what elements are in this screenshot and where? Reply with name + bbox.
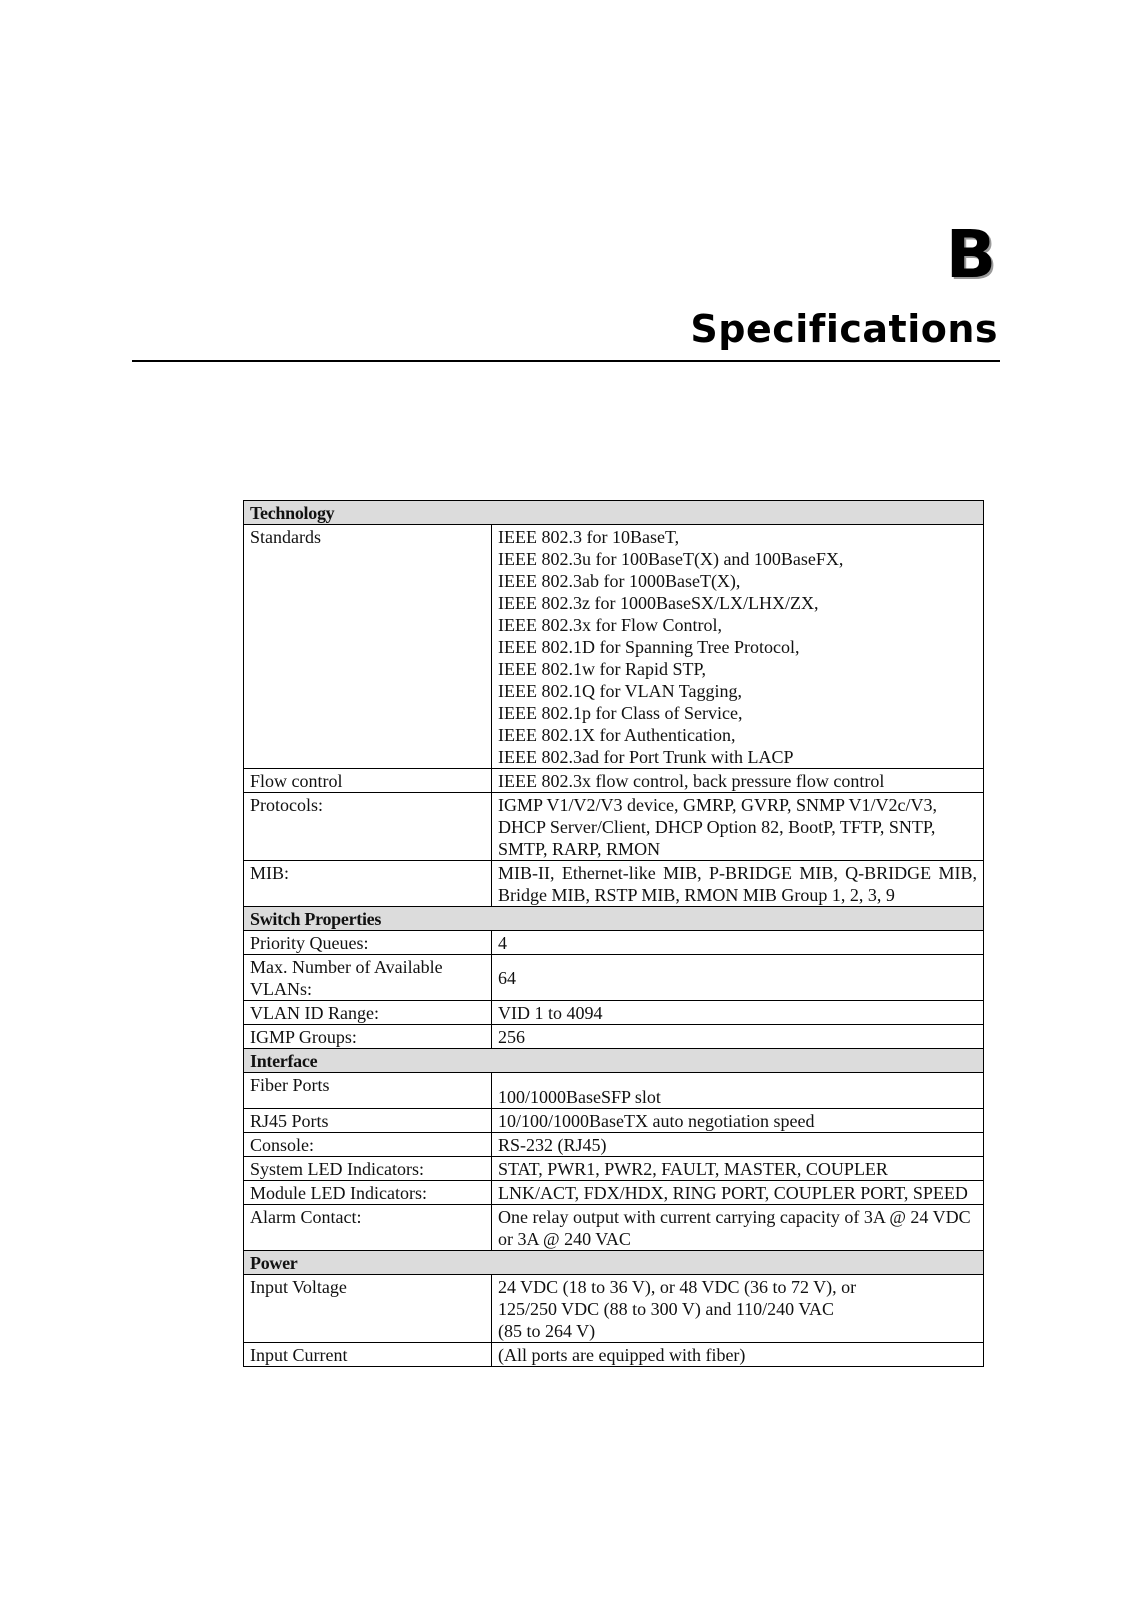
section-header-switch-properties xyxy=(244,907,984,931)
standard-line: IEEE 802.1X for Authentication, xyxy=(498,725,736,745)
spec-row-flow-control xyxy=(244,769,984,793)
spec-value xyxy=(492,1275,984,1343)
spec-row-rj45-ports xyxy=(244,1109,984,1133)
spec-row-protocols xyxy=(244,793,984,861)
spec-label: Input Voltage xyxy=(244,1275,492,1343)
spec-row-priority-queues xyxy=(244,931,984,955)
standard-line: IEEE 802.3z for 1000BaseSX/LX/LHX/ZX, xyxy=(498,593,819,613)
standard-line: IEEE 802.1p for Class of Service, xyxy=(498,703,743,723)
spec-label: Alarm Contact: xyxy=(244,1205,492,1251)
standard-line: IEEE 802.3ab for 1000BaseT(X), xyxy=(498,571,741,591)
chapter-title: Specifications xyxy=(690,307,998,351)
spec-label: System LED Indicators: xyxy=(244,1157,492,1181)
standard-line: IEEE 802.1D for Spanning Tree Protocol, xyxy=(498,637,800,657)
spec-label: Input Current xyxy=(244,1343,492,1367)
spec-label: VLAN ID Range: xyxy=(244,1001,492,1025)
spec-row-mib xyxy=(244,861,984,907)
spec-row-console xyxy=(244,1133,984,1157)
spec-value: MIB-II, Ethernet-like MIB, P-BRIDGE MIB, Q-BRIDGE MIB, Bridge MIB, RSTP MIB, RMON MIB Group 1, 2, 3, 9 xyxy=(492,861,984,907)
spec-row-input-voltage xyxy=(244,1275,984,1343)
spec-row-input-current xyxy=(244,1343,984,1367)
spec-value: 4 xyxy=(492,931,984,955)
spec-row-vlan-id-range xyxy=(244,1001,984,1025)
spec-value: LNK/ACT, FDX/HDX, RING PORT, COUPLER PORT, SPEED xyxy=(492,1181,984,1205)
standard-line: IEEE 802.3ad for Port Trunk with LACP xyxy=(498,747,794,767)
spec-row-system-led xyxy=(244,1157,984,1181)
spec-value: VID 1 to 4094 xyxy=(492,1001,984,1025)
spec-row-standards xyxy=(244,525,984,769)
spec-label: Max. Number of Available VLANs: xyxy=(244,955,492,1001)
spec-row-igmp-groups xyxy=(244,1025,984,1049)
section-header-interface xyxy=(244,1049,984,1073)
spec-value: 10/100/1000BaseTX auto negotiation speed xyxy=(492,1109,984,1133)
spec-row-alarm-contact xyxy=(244,1205,984,1251)
spec-label: Flow control xyxy=(244,769,492,793)
spec-label: Module LED Indicators: xyxy=(244,1181,492,1205)
voltage-line: (85 to 264 V) xyxy=(498,1321,596,1341)
standard-line: IEEE 802.1w for Rapid STP, xyxy=(498,659,706,679)
spec-label: Fiber Ports xyxy=(244,1073,492,1109)
chapter-letter: B xyxy=(945,216,996,293)
standard-line: IEEE 802.3x for Flow Control, xyxy=(498,615,722,635)
spec-label: RJ45 Ports xyxy=(244,1109,492,1133)
specifications-table xyxy=(243,500,984,1367)
spec-label: MIB: xyxy=(244,861,492,907)
spec-value: 256 xyxy=(492,1025,984,1049)
spec-row-module-led xyxy=(244,1181,984,1205)
section-title: Interface xyxy=(244,1049,984,1073)
standard-line: IEEE 802.1Q for VLAN Tagging, xyxy=(498,681,743,701)
spec-row-max-vlans xyxy=(244,955,984,1001)
standard-line: IEEE 802.3u for 100BaseT(X) and 100BaseFX, xyxy=(498,549,844,569)
spec-value: RS-232 (RJ45) xyxy=(492,1133,984,1157)
voltage-line: 125/250 VDC (88 to 300 V) and 110/240 VAC xyxy=(498,1299,835,1319)
standard-line: IEEE 802.3 for 10BaseT, xyxy=(498,527,680,547)
spec-value: 64 xyxy=(492,955,984,1001)
spec-value: (All ports are equipped with fiber) xyxy=(492,1343,984,1367)
spec-row-fiber-ports xyxy=(244,1073,984,1109)
spec-value: IGMP V1/V2/V3 device, GMRP, GVRP, SNMP V1/V2c/V3, DHCP Server/Client, DHCP Option 82, BootP, TFTP, SNTP, SMTP, RARP, RMON xyxy=(492,793,984,861)
spec-value: One relay output with current carrying capacity of 3A @ 24 VDC or 3A @ 240 VAC xyxy=(492,1205,984,1251)
spec-value xyxy=(492,525,984,769)
spec-value: IEEE 802.3x flow control, back pressure flow control xyxy=(492,769,984,793)
spec-label: Standards xyxy=(244,525,492,769)
spec-value: STAT, PWR1, PWR2, FAULT, MASTER, COUPLER xyxy=(492,1157,984,1181)
section-title: Power xyxy=(244,1251,984,1275)
section-header-power xyxy=(244,1251,984,1275)
spec-label: IGMP Groups: xyxy=(244,1025,492,1049)
spec-value: 100/1000BaseSFP slot xyxy=(492,1073,984,1109)
spec-label: Priority Queues: xyxy=(244,931,492,955)
section-title: Switch Properties xyxy=(244,907,984,931)
title-divider xyxy=(132,360,1000,362)
spec-label: Protocols: xyxy=(244,793,492,861)
voltage-line: 24 VDC (18 to 36 V), or 48 VDC (36 to 72 V), or xyxy=(498,1277,857,1297)
section-header-technology xyxy=(244,501,984,525)
spec-label: Console: xyxy=(244,1133,492,1157)
section-title: Technology xyxy=(244,501,984,525)
